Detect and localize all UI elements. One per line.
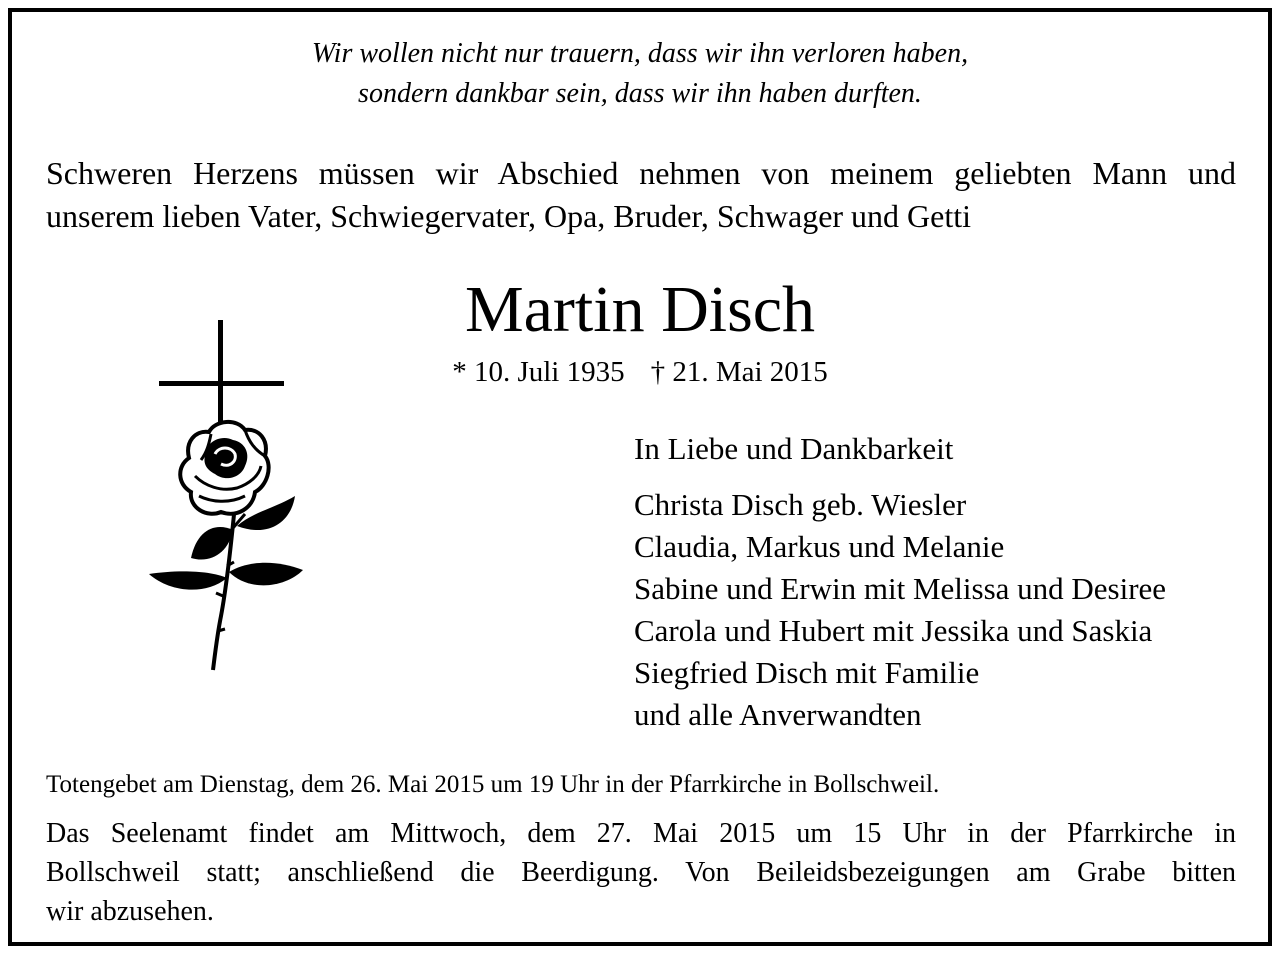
family-member: Carola und Hubert mit Jessika und Saskia	[634, 613, 1153, 648]
requiem-service-notice	[46, 814, 1236, 931]
family-member: und alle Anverwandten	[634, 697, 922, 732]
requiem-line-2: Bollschweil statt; anschließend die Beerdigung. Von Beileidsbezeigungen am Grabe bitten	[46, 857, 1236, 888]
quote-line-1: Wir wollen nicht nur trauern, dass wir ihn verloren haben,	[311, 38, 969, 69]
mourners-list	[634, 428, 1166, 736]
family-heading: In Liebe und Dankbarkeit	[634, 431, 954, 466]
family-member: Claudia, Markus und Melanie	[634, 529, 1005, 564]
death-date: † 21. Mai 2015	[650, 356, 828, 388]
birth-date: * 10. Juli 1935	[452, 356, 625, 388]
family-member: Siegfried Disch mit Familie	[634, 655, 980, 690]
cross-with-rose-icon	[145, 316, 315, 676]
memorial-quote	[0, 34, 1280, 114]
deceased-name: Martin Disch	[464, 273, 816, 346]
requiem-line-1: Das Seelenamt findet am Mittwoch, dem 27. Mai 2015 um 15 Uhr in der Pfarrkirche in	[46, 818, 1236, 849]
quote-line-2: sondern dankbar sein, dass wir ihn haben durften.	[358, 78, 922, 109]
intro-text	[46, 152, 1236, 238]
intro-line-1: Schweren Herzens müssen wir Abschied nehmen von meinem geliebten Mann und	[46, 155, 1236, 191]
prayer-service-notice: Totengebet am Dienstag, dem 26. Mai 2015 um 19 Uhr in der Pfarrkirche in Bollschweil.	[46, 771, 940, 798]
intro-line-2: unserem lieben Vater, Schwiegervater, Opa, Bruder, Schwager und Getti	[46, 198, 972, 234]
family-member: Sabine und Erwin mit Melissa und Desiree	[634, 571, 1167, 606]
requiem-line-3: wir abzusehen.	[46, 896, 214, 927]
family-member: Christa Disch geb. Wiesler	[634, 487, 967, 522]
